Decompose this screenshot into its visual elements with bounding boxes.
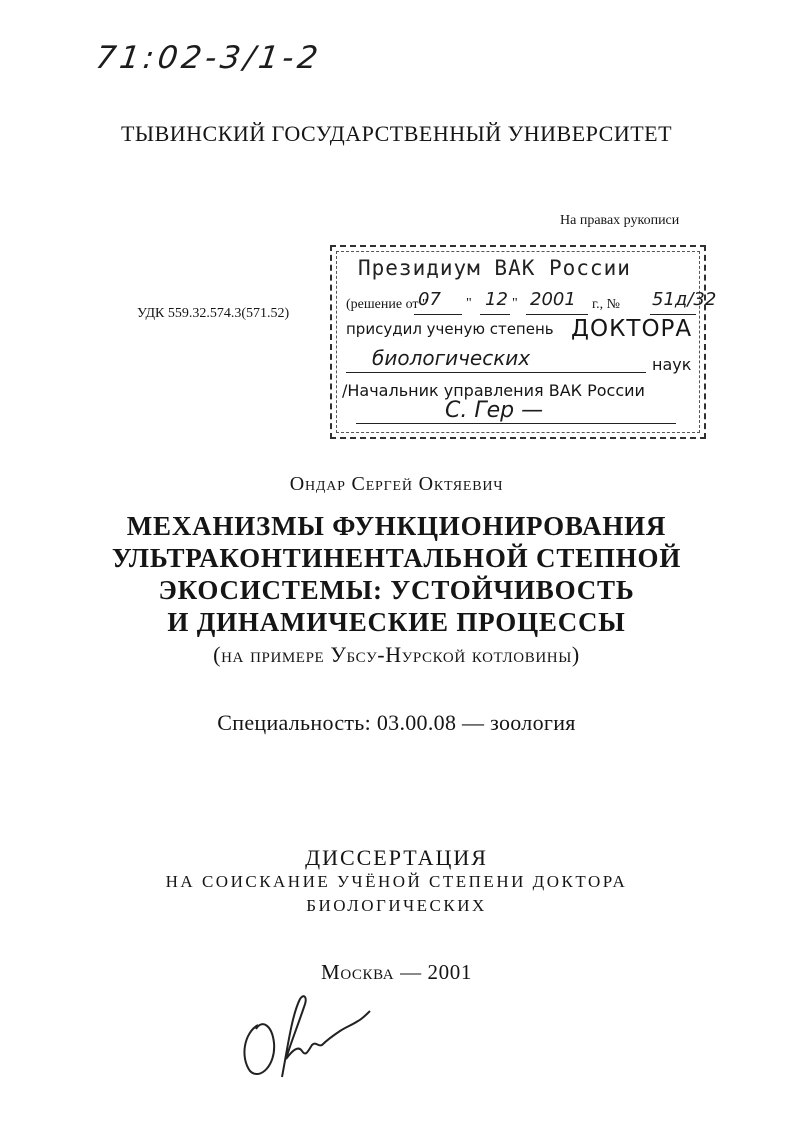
stamp-day: 07 [418,289,441,310]
dissertation-title [0,510,793,638]
title-line: ЭКОСИСТЕМЫ: УСТОЙЧИВОСТЬ [158,575,635,605]
dissertation-label: ДИССЕРТАЦИЯ [305,845,488,870]
archive-number-handwritten: 71:02-3/1-2 [93,40,324,76]
subtitle: (на примере Убсу-Нурской котловины) [213,642,580,667]
stamp-quote: " [466,296,472,311]
stamp-sciences: наук [652,355,692,374]
title-line: И ДИНАМИЧЕСКИЕ ПРОЦЕССЫ [167,607,626,637]
author-name: Ондар Сергей Октяевич [289,473,504,495]
udk-code: УДК 559.32.574.3(571.52) [137,306,290,321]
stamp-title: Президиум ВАК России [358,256,631,280]
stamp-month: 12 [485,289,508,310]
stamp-degree: ДОКТОРА [571,316,693,342]
degree-line: НА СОИСКАНИЕ УЧЁНОЙ СТЕПЕНИ ДОКТОРА [165,872,628,891]
stamp-year: 2001 [530,289,576,310]
stamp-quote: " [512,296,518,311]
title-line: МЕХАНИЗМЫ ФУНКЦИОНИРОВАНИЯ [126,511,667,541]
stamp-signature: С. Гер — [445,398,544,423]
university-name: ТЫВИНСКИЙ ГОСУДАРСТВЕННЫЙ УНИВЕРСИТЕТ [120,121,673,146]
stamp-decision-prefix: (решение от " [346,297,428,312]
city-year: Москва — 2001 [321,960,472,984]
stamp-year-suffix: г., № [592,297,621,312]
specialty: Специальность: 03.00.08 — зоология [217,710,576,735]
stamp-field-handwritten: биологических [372,346,531,370]
stamp-decision-number: 51д/32 [652,289,717,310]
title-line: УЛЬТРАКОНТИНЕНТАЛЬНОЙ СТЕПНОЙ [111,543,682,573]
field-line: БИОЛОГИЧЕСКИХ [306,896,487,915]
author-signature [236,985,386,1085]
stamp-awarded-text: присудил ученую степень [346,320,554,338]
rights-note: На правах рукописи [560,213,680,228]
stamp-chief-title: /Начальник управления ВАК России [342,381,645,400]
